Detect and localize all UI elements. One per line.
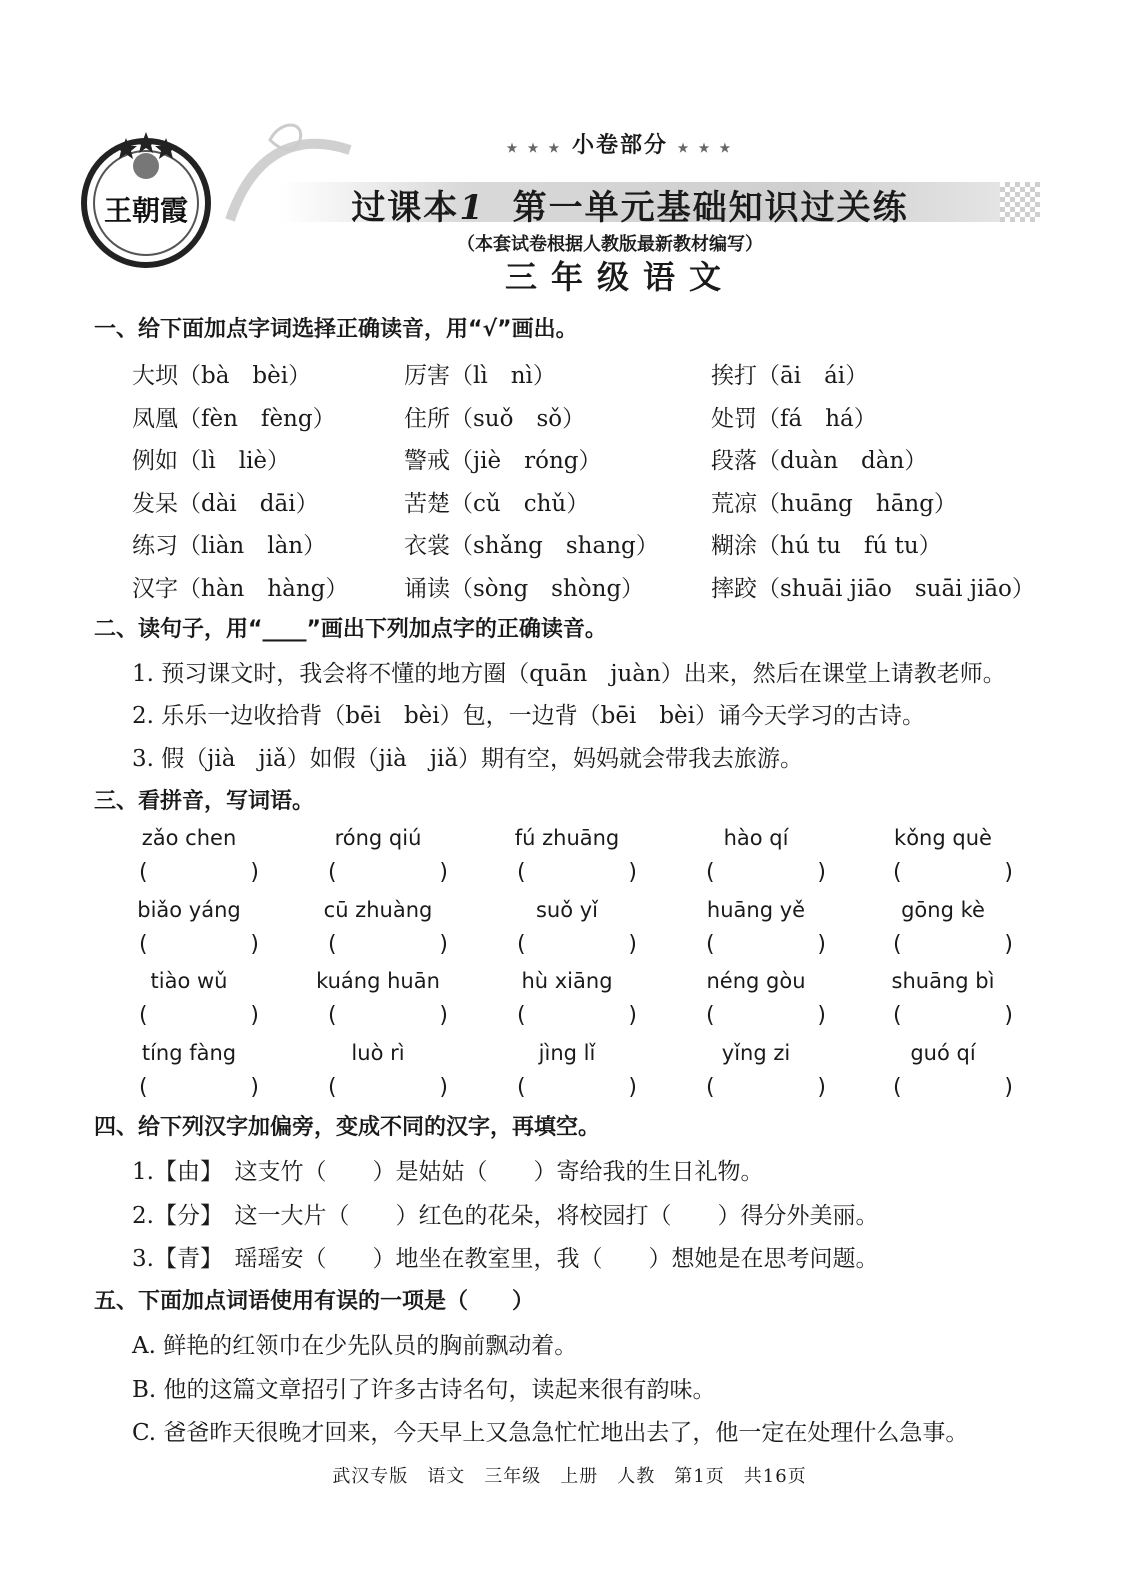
answer-blank[interactable] [328, 1003, 448, 1028]
paren-open: ( [893, 860, 902, 885]
pinyin-prompt: jìng lǐ [538, 1040, 596, 1065]
q2-item-2: 2. 乐乐一边收拾背（bēi bèi）包，一边背（bēi bèi）诵今天学习的古诗。 [132, 703, 926, 729]
pinyin-prompt: néng gòu [706, 969, 806, 993]
answer-blank[interactable] [706, 932, 826, 957]
answer-blank[interactable] [706, 1003, 826, 1028]
paren-close: ) [439, 860, 448, 885]
answer-blank[interactable] [517, 1075, 637, 1100]
pinyin-prompt: yǐng zi [721, 1040, 791, 1065]
paren-close: ) [817, 931, 826, 957]
paren-close: ) [1004, 1003, 1013, 1028]
paren-close: ) [250, 1074, 259, 1100]
pinyin-prompt: shuāng bì [891, 969, 995, 993]
page-subtitle: （本套试卷根据人教版最新教材编写） [457, 234, 763, 255]
q1-heading: 一、给下面加点字词选择正确读音，用“√”画出。 [94, 317, 578, 342]
pinyin-prompt: kǒng què [894, 826, 992, 850]
paren-close: ) [1004, 860, 1013, 885]
pinyin-prompt: zǎo chen [141, 826, 237, 850]
paren-open: ( [328, 860, 337, 885]
q1-item: 练习（liàn làn） [132, 533, 327, 559]
svg-text:王朝霞: 王朝霞 [103, 194, 189, 227]
pinyin-prompt: tíng fàng [141, 1040, 237, 1065]
paren-open: ( [517, 860, 526, 885]
paren-close: ) [628, 860, 637, 885]
q5-heading: 五、下面加点词语使用有误的一项是（ ） [94, 1289, 535, 1314]
paren-close: ) [439, 1074, 448, 1100]
paren-close: ) [1004, 1074, 1013, 1100]
q1-item: 荒凉（huāng hāng） [711, 490, 957, 517]
pinyin-prompt: guó qí [910, 1040, 976, 1065]
paren-close: ) [817, 860, 826, 885]
paren-open: ( [139, 1003, 148, 1028]
answer-blank[interactable] [893, 1003, 1013, 1028]
q5-option-b: B. 他的这篇文章招引了许多古诗名句，读起来很有韵味。 [132, 1377, 716, 1403]
pinyin-prompt: luò rì [351, 1040, 405, 1065]
paren-open: ( [139, 1074, 148, 1100]
q1-item: 汉字（hàn hàng） [132, 575, 349, 602]
paren-open: ( [706, 860, 715, 885]
q4-item-3: 3.【青】 瑶瑶安（ ）地坐在教室里，我（ ）想她是在思考问题。 [132, 1246, 879, 1272]
grade-subject: 三年级语文 [504, 258, 735, 296]
paren-open: ( [893, 1003, 902, 1028]
q2-item-3: 3. 假（jià jiǎ）如假（jià jiǎ）期有空，妈妈就会带我去旅游。 [132, 746, 804, 772]
answer-blank[interactable] [517, 932, 637, 957]
paren-close: ) [628, 931, 637, 957]
paren-open: ( [706, 1074, 715, 1100]
answer-blank[interactable] [893, 932, 1013, 957]
q1-item: 糊涂（hú tu fú tu） [711, 533, 942, 559]
paren-close: ) [250, 860, 259, 885]
answer-blank[interactable] [139, 932, 259, 957]
paren-open: ( [328, 931, 337, 957]
paren-open: ( [517, 1074, 526, 1100]
answer-blank[interactable] [328, 1075, 448, 1100]
pinyin-prompt: hào qí [723, 826, 789, 850]
q1-item: 警戒（jiè róng） [404, 448, 602, 474]
answer-blank[interactable] [139, 860, 259, 885]
paren-close: ) [817, 1003, 826, 1028]
answer-blank[interactable] [517, 1003, 637, 1028]
pinyin-prompt: kuáng huān [316, 969, 440, 993]
title-main: 第一单元基础知识过关练 [512, 188, 909, 228]
answer-blank[interactable] [139, 1003, 259, 1028]
paren-open: ( [328, 1003, 337, 1028]
q3-heading: 三、看拼音，写词语。 [94, 789, 315, 814]
q1-item: 苦楚（cǔ chǔ） [404, 490, 590, 517]
q1-item: 发呆（dài dāi） [132, 490, 319, 517]
paren-open: ( [893, 1074, 902, 1100]
paren-open: ( [517, 1003, 526, 1028]
paren-open: ( [893, 931, 902, 957]
pinyin-prompt: hù xiāng [521, 969, 613, 993]
pinyin-prompt: fú zhuāng [514, 826, 620, 850]
page-footer: 武汉专版 语文 三年级 上册 人教 第1页 共16页 [332, 1466, 807, 1487]
q1-item: 例如（lì liè） [132, 448, 291, 474]
q4-item-1: 1.【由】 这支竹（ ）是姑姑（ ）寄给我的生日礼物。 [132, 1159, 764, 1185]
answer-blank[interactable] [706, 860, 826, 885]
answer-blank[interactable] [706, 1075, 826, 1100]
paren-open: ( [328, 1074, 337, 1100]
pinyin-prompt: suǒ yǐ [535, 897, 599, 922]
q1-item: 段落（duàn dàn） [711, 448, 928, 474]
page-title: 过课本1 第一单元基础知识过关练 [351, 188, 909, 228]
q1-item: 挨打（āi ái） [711, 363, 869, 389]
pinyin-prompt: cū zhuàng [323, 897, 433, 922]
answer-blank[interactable] [139, 1075, 259, 1100]
pinyin-prompt: biǎo yáng [137, 897, 241, 922]
checker-decoration [1000, 182, 1040, 222]
answer-blank[interactable] [893, 1075, 1013, 1100]
q2-item-1: 1. 预习课文时，我会将不懂的地方圈（quān juàn）出来，然后在课堂上请教老师。 [132, 661, 1006, 687]
series-text: 小卷部分 [571, 132, 668, 158]
q1-item: 厉害（lì nì） [404, 363, 556, 389]
pinyin-prompt: tiào wǔ [150, 969, 228, 993]
q2-heading: 二、读句子，用“____”画出下列加点字的正确读音。 [94, 617, 607, 642]
q1-item: 摔跤（shuāi jiāo suāi jiāo） [711, 575, 1035, 602]
paren-close: ) [628, 1003, 637, 1028]
paren-open: ( [139, 931, 148, 957]
pinyin-prompt: gōng kè [901, 897, 985, 922]
answer-blank[interactable] [328, 860, 448, 885]
paren-close: ) [250, 1003, 259, 1028]
q1-item: 凤凰（fèn fèng） [132, 405, 336, 432]
q5-option-a: A. 鲜艳的红领巾在少先队员的胸前飘动着。 [132, 1333, 578, 1359]
q1-item: 衣裳（shǎng shang） [404, 533, 659, 559]
answer-blank[interactable] [893, 860, 1013, 885]
q1-item: 住所（suǒ sǒ） [404, 405, 586, 432]
paren-open: ( [517, 931, 526, 957]
pinyin-prompt: huāng yě [706, 897, 806, 922]
q4-item-2: 2.【分】 这一大片（ ）红色的花朵，将校园打（ ）得分外美丽。 [132, 1203, 879, 1229]
q1-item: 诵读（sòng shòng） [404, 575, 645, 602]
paren-close: ) [1004, 931, 1013, 957]
answer-blank[interactable] [517, 860, 637, 885]
paren-close: ) [817, 1074, 826, 1100]
paren-close: ) [439, 931, 448, 957]
series-label: ★ ★ ★ 小卷部分 ★ ★ ★ [506, 132, 734, 158]
q1-item: 处罚（fá há） [711, 405, 877, 432]
title-number: 1 [459, 188, 485, 228]
paren-close: ) [628, 1074, 637, 1100]
paren-open: ( [139, 860, 148, 885]
paren-close: ) [439, 1003, 448, 1028]
answer-blank[interactable] [328, 932, 448, 957]
q1-item: 大坝（bà bèi） [132, 363, 312, 389]
publisher-logo [76, 128, 216, 268]
paren-open: ( [706, 1003, 715, 1028]
paren-open: ( [706, 931, 715, 957]
q4-heading: 四、给下列汉字加偏旁，变成不同的汉字，再填空。 [94, 1115, 601, 1140]
paren-close: ) [250, 931, 259, 957]
q5-option-c: C. 爸爸昨天很晚才回来，今天早上又急急忙忙地出去了，他一定在处理什么急事。 [132, 1420, 969, 1446]
pinyin-prompt: róng qiú [334, 826, 422, 850]
